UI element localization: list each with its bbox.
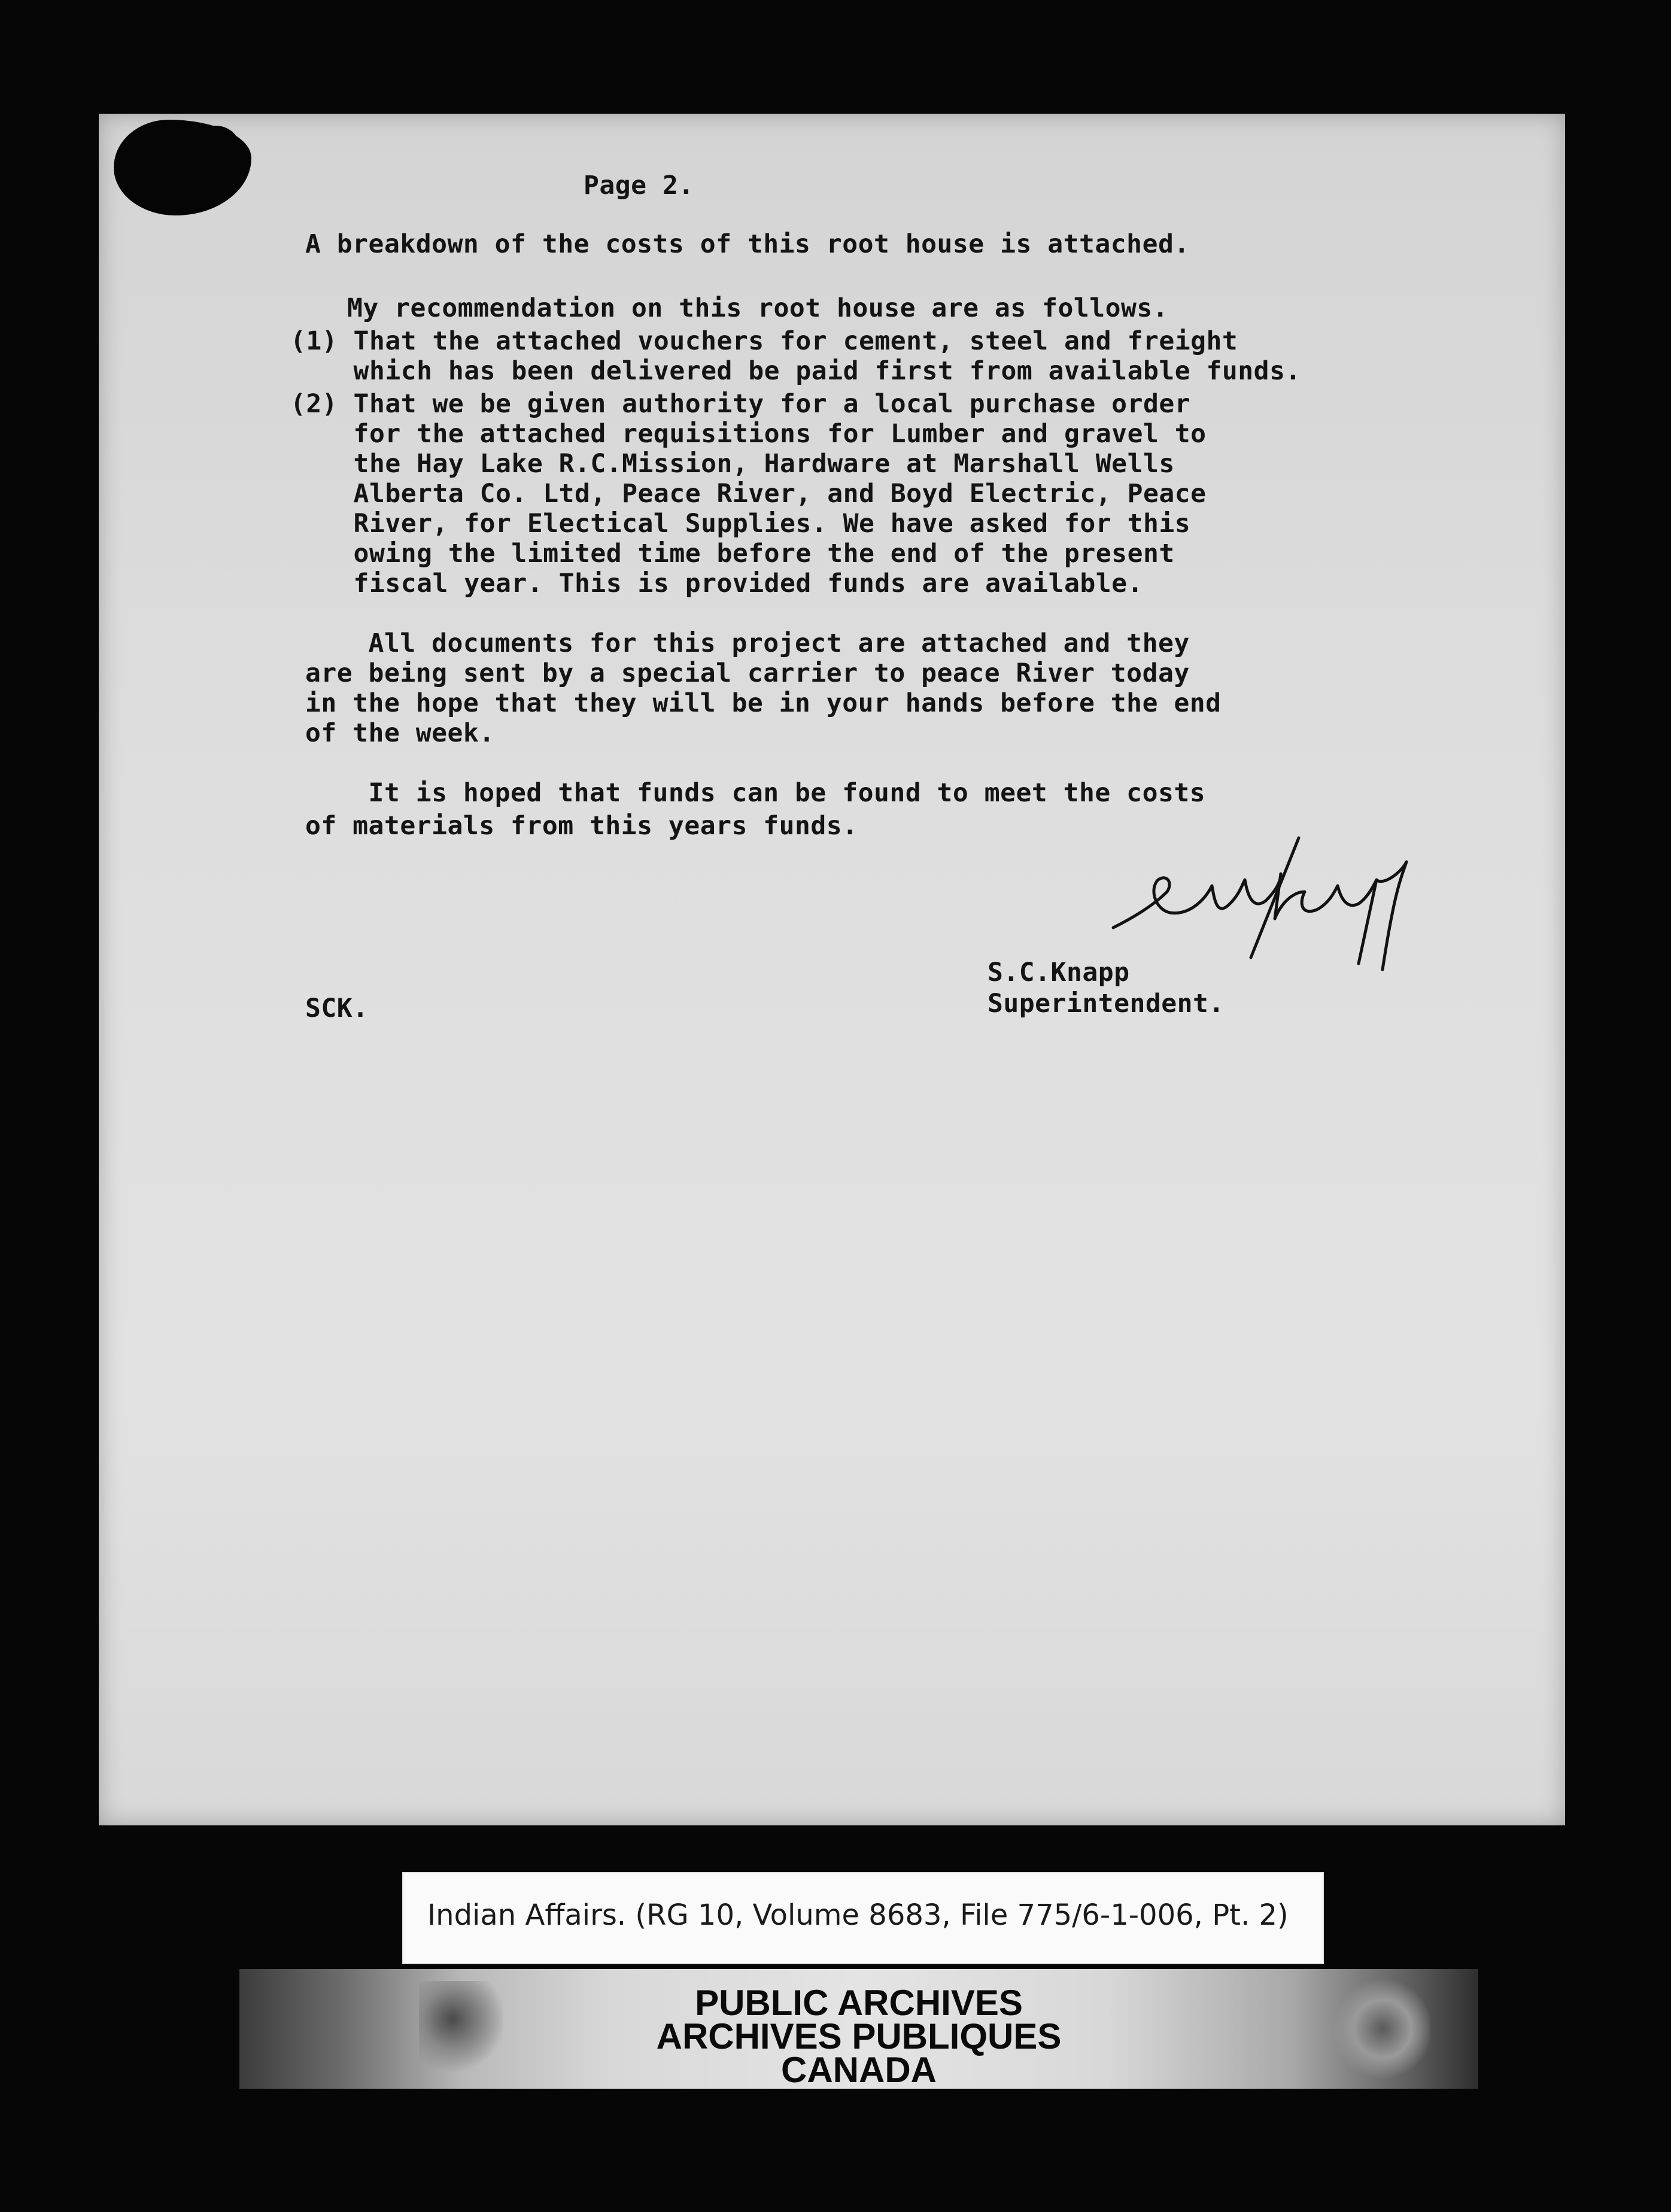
- stamp-line-1: PUBLIC ARCHIVES: [695, 1983, 1023, 2023]
- intro-line: A breakdown of the costs of this root house is attached.: [305, 229, 1190, 259]
- archive-reference-label: [402, 1872, 1324, 1964]
- page-damage-small: [192, 126, 239, 168]
- recommendation-2-line-6: owing the limited time before the end of the present: [290, 539, 1175, 569]
- signer-name: S.C.Knapp: [988, 958, 1130, 988]
- typist-initials: SCK.: [305, 993, 369, 1023]
- archive-reference-text: Indian Affairs. (RG 10, Volume 8683, File 775/6-1-006, Pt. 2): [427, 1898, 1289, 1932]
- recommendation-1-line-2: which has been delivered be paid first from available funds.: [290, 356, 1301, 386]
- recommendation-2-line-1: (2) That we be given authority for a local purchase order: [290, 389, 1191, 419]
- recommendation-2-line-3: the Hay Lake R.C.Mission, Hardware at Marshall Wells: [290, 449, 1175, 479]
- paragraph-3-line-2: are being sent by a special carrier to peace River today: [305, 658, 1190, 688]
- recommendation-1-line-1: (1) That the attached vouchers for cement, steel and freight: [290, 326, 1238, 356]
- archive-stamp: [239, 1969, 1478, 2089]
- page-number: Page 2.: [584, 171, 694, 200]
- recommendation-2-line-4: Alberta Co. Ltd, Peace River, and Boyd Electric, Peace: [290, 479, 1207, 509]
- paragraph-3-line-4: of the week.: [305, 718, 495, 748]
- recommendation-2-line-5: River, for Electical Supplies. We have asked for this: [290, 509, 1191, 539]
- recommendation-2-line-2: for the attached requisitions for Lumber and gravel to: [290, 419, 1207, 449]
- signer-title: Superintendent.: [988, 989, 1225, 1019]
- recommendation-intro: My recommendation on this root house are as follows.: [347, 293, 1169, 323]
- handwritten-signature: [1101, 814, 1436, 993]
- paragraph-4-line-2: of materials from this years funds.: [305, 811, 858, 841]
- stamp-line-2: ARCHIVES PUBLIQUES: [656, 2016, 1062, 2056]
- paragraph-4-line-1: It is hoped that funds can be found to meet the costs: [305, 778, 1206, 808]
- recommendation-2-line-7: fiscal year. This is provided funds are available.: [290, 569, 1143, 598]
- paragraph-3-line-3: in the hope that they will be in your hands before the end: [305, 688, 1222, 718]
- paragraph-3-line-1: All documents for this project are attached and they: [305, 628, 1190, 658]
- stamp-line-3: CANADA: [781, 2050, 937, 2090]
